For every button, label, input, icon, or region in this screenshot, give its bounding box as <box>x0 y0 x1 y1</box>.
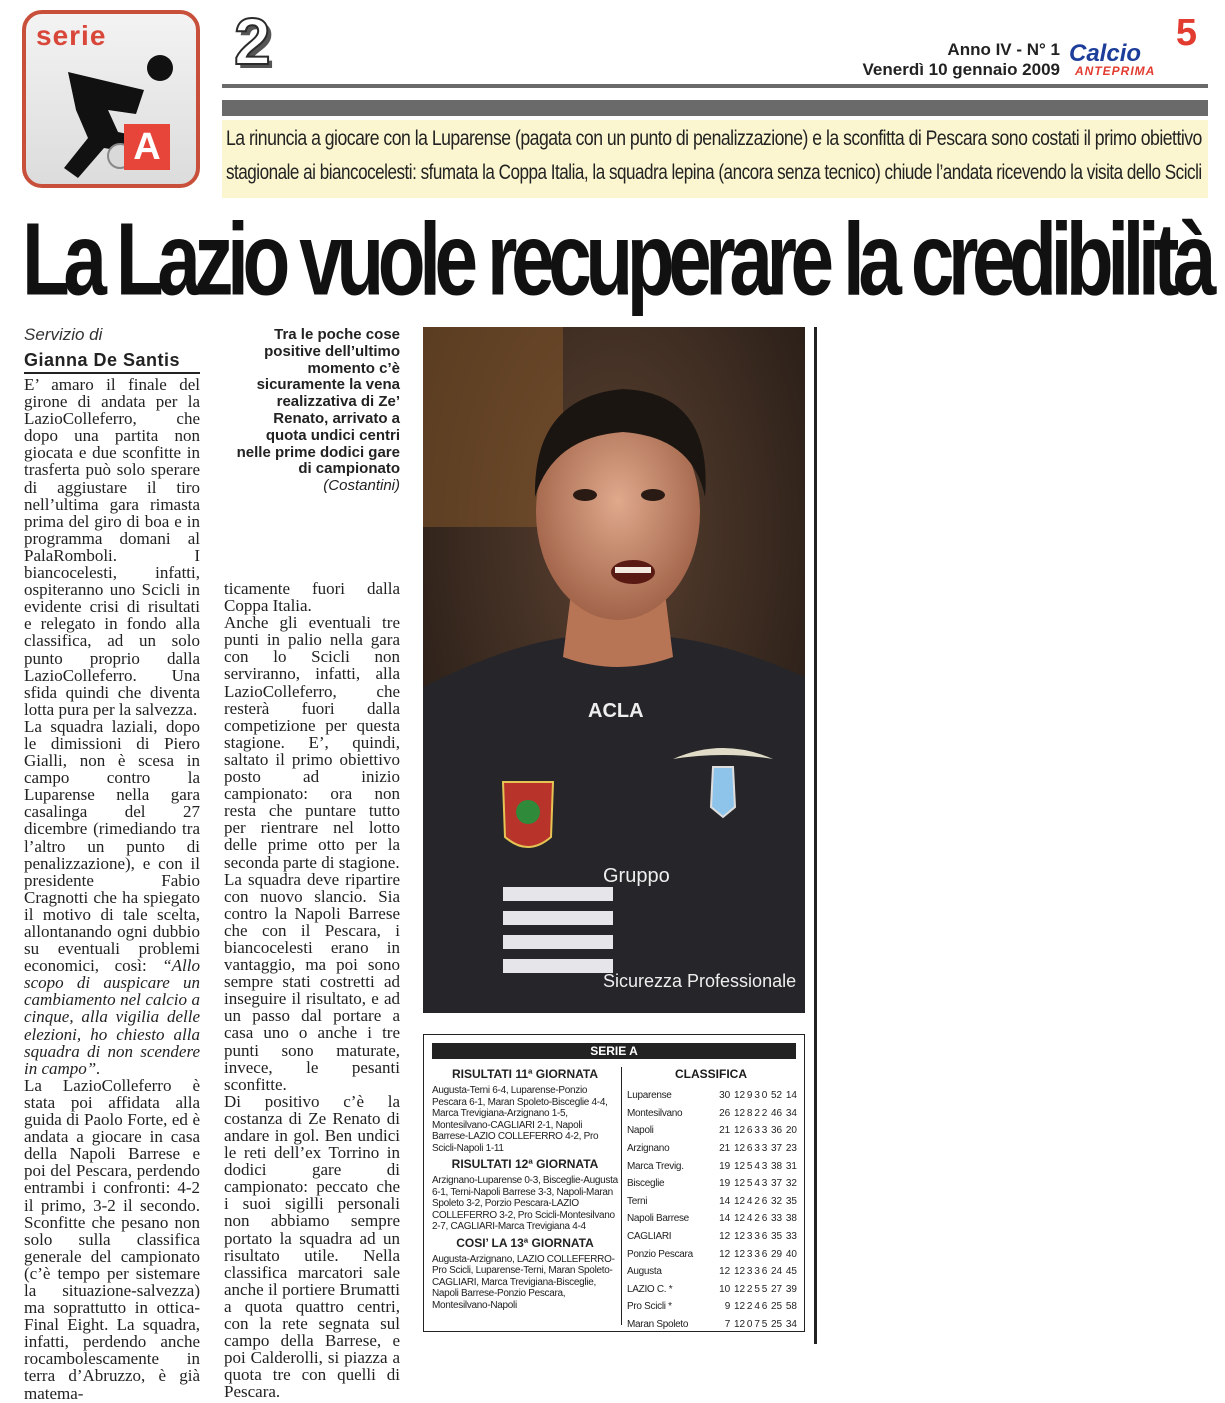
standings-value: 2 <box>754 1213 760 1225</box>
standings-row <box>625 1157 797 1175</box>
standings-value: 31 <box>785 1160 797 1172</box>
header-rule-thick <box>222 100 1208 116</box>
standings-value: 5 <box>746 1178 753 1190</box>
standings-value: 6 <box>746 1125 753 1137</box>
standings-row <box>625 1298 797 1316</box>
standings-value: 19 <box>719 1160 731 1172</box>
standings-value: 3 <box>754 1248 760 1260</box>
team-name: Montesilvano <box>627 1107 683 1119</box>
logo-serie-word: serie <box>36 20 107 51</box>
standings-value: 8 <box>746 1107 753 1119</box>
team-name: Napoli Barrese <box>627 1213 689 1225</box>
standings-value: 52 <box>771 1090 783 1102</box>
standings-value: 25 <box>771 1301 783 1313</box>
team-name: CAGLIARI <box>627 1231 672 1243</box>
standings-row <box>625 1087 797 1105</box>
standings-row <box>625 1105 797 1123</box>
standings-value: 6 <box>761 1213 768 1225</box>
team-name: Augusta <box>627 1266 662 1278</box>
standings-value: 12 <box>733 1319 746 1331</box>
summary-line-1: La rinuncia a giocare con la Luparense (pagata con un punto di penalizzazione) e la sconfitta di Pescara sono costati il primo obiettivo <box>226 127 1202 150</box>
standings-value: 12 <box>733 1195 746 1207</box>
standings-value: 24 <box>771 1266 783 1278</box>
standings-value: 3 <box>754 1090 760 1102</box>
standings-value: 29 <box>771 1248 783 1260</box>
team-name: Marca Trevig. <box>627 1160 684 1172</box>
standings-row <box>625 1175 797 1193</box>
standings-value: 12 <box>733 1125 746 1137</box>
standings-value: 3 <box>754 1143 760 1155</box>
stats-title: SERIE A <box>432 1043 796 1059</box>
paragraph: Di positivo c’è la costanza di Ze Renato di andare in gol. Ben undici le reti dell’ex Torrino in dodici gare di campionato: peccato che i suoi sigilli personali non abbiamo sempre portato la squadra ad un risultato utile. Nella classifica marcatori sale anche il portiere Brumatti a quota quattro centri, con la rete segnata sul campo della Barrese, e poi Calderolli, si piazza a quota tre con quelli di Pescara. <box>224 1091 400 1402</box>
paragraph: E’ amaro il finale del girone di andata per la LazioColleferro, che dopo una partita non giocata e due sconfitte in trasferta può solo sperare di aggiustare il tiro nell’ultima gara rimasta prima del giro di boa e in programma domani al PalaRomboli. I biancocelesti, infatti, ospiteranno uno Scicli in evidente crisi di risultati e relegato in fondo alla classifica, ad un solo punto proprio dalla LazioColleferro. Una sfida quindi che diventa lotta pura per la salvezza. <box>24 375 200 719</box>
standings-value: 3 <box>754 1266 760 1278</box>
team-name: Bisceglie <box>627 1178 665 1190</box>
byline-label: Servizio di <box>24 325 103 344</box>
standings-row <box>625 1193 797 1211</box>
photo-caption <box>230 327 400 495</box>
standings-value: 33 <box>771 1213 783 1225</box>
standings-row <box>625 1316 797 1334</box>
standings-value: 36 <box>771 1125 783 1137</box>
sponsor-line-1: Gruppo <box>603 865 670 887</box>
brand-calcio: Calcio <box>1069 40 1142 67</box>
results-12: Arzignano-Luparense 0-3, Bisceglie-Augusta 6-1, Terni-Napoli Barrese 3-3, Napoli-Maran Spoleto 3-2, Porzio Pescara-LAZIO COLLEFERRO 3-2, Pro Scicli-Montesilvano 2-7, CAGLIARI-Marca Trevigiana 4-4 <box>432 1175 618 1232</box>
standings-value: 6 <box>746 1143 753 1155</box>
standings-value: 2 <box>761 1107 768 1119</box>
standings-value: 33 <box>785 1231 797 1243</box>
standings-row <box>625 1281 797 1299</box>
serie-a-stats-box <box>423 1034 805 1332</box>
standings-value: 14 <box>785 1090 797 1102</box>
standings-value: 34 <box>785 1319 797 1331</box>
president-quote: “Allo scopo di auspicare un cambiamento nel calcio a cinque, alla vigilia delle elezioni, ho chiesto alla squadra di non scendere in campo”. <box>24 956 200 1078</box>
stats-divider <box>621 1067 622 1325</box>
standings-row <box>625 1263 797 1281</box>
standings-value: 12 <box>733 1143 746 1155</box>
standings-value: 4 <box>754 1301 760 1313</box>
standings-value: 12 <box>733 1213 746 1225</box>
standings-value: 6 <box>761 1248 768 1260</box>
standings-value: 3 <box>746 1248 753 1260</box>
standings-value: 12 <box>733 1283 746 1295</box>
byline-author: Gianna De Santis <box>24 350 181 370</box>
standings-value: 37 <box>771 1143 783 1155</box>
standings-value: 6 <box>761 1301 768 1313</box>
player-photo <box>423 327 805 1013</box>
paragraph <box>24 718 200 1077</box>
standings-value: 5 <box>761 1283 768 1295</box>
summary-line-2: stagionale ai biancocelesti: sfumata la Coppa Italia, la squadra lepina (ancora senza tecnico) chiude l’andata ricevendo la visita dello Scicli <box>226 161 1202 184</box>
standings-value: 12 <box>733 1090 746 1102</box>
paragraph-text: La squadra laziali, dopo le dimissioni di Piero Gialli, non è scesa in campo contro la Luparense nella gara casalinga del 27 dicembre (rimediando tra l’altro un punto di penalizzazione), e con il presidente Fabio Cragnotti che ha spiegato il motivo di tale scelta, allontanando ogni dubbio su eventuali problemi economici, così: <box>24 716 200 976</box>
team-name: Maran Spoleto <box>627 1319 689 1331</box>
standings-title: CLASSIFICA <box>675 1067 747 1081</box>
standings-value: 7 <box>754 1319 760 1331</box>
standings-value: 40 <box>785 1248 797 1260</box>
standings-value: 35 <box>771 1231 783 1243</box>
next-round-title: COSI’ LA 13ª GIORNATA <box>456 1235 594 1250</box>
next-round: Augusta-Arzignano, LAZIO COLLEFERRO-Pro Scicli, Luparense-Terni, Maran Spoleto-CAGLIARI, Marca Trevigiana-Bisceglie, Napoli Barrese-Ponzio Pescara, Montesilvano-Napoli <box>432 1253 615 1311</box>
header-rule-thin <box>222 84 1208 88</box>
headline: La Lazio vuole recuperare la credibilità <box>22 201 1211 317</box>
column-divider <box>814 327 817 1344</box>
team-name: Arzignano <box>627 1143 670 1155</box>
standings-value: 9 <box>746 1090 753 1102</box>
standings-value: 10 <box>719 1283 731 1295</box>
standings-row <box>625 1245 797 1263</box>
team-name: Napoli <box>627 1125 654 1137</box>
standings-value: 20 <box>785 1125 797 1137</box>
standings-row <box>625 1122 797 1140</box>
standings-value: 30 <box>719 1090 731 1102</box>
caption-text: Tra le poche cose positive dell’ultimo momento c’è sicuramente la vena realizzativa di Ze’ Renato, arrivato a quota undici centri nelle prime dodici gare di campionato <box>236 326 400 478</box>
standings-value: 0 <box>746 1319 753 1331</box>
standings-value: 46 <box>771 1107 783 1119</box>
team-name: LAZIO C. * <box>627 1283 673 1295</box>
standings-value: 21 <box>719 1125 731 1137</box>
standings-value: 58 <box>785 1301 797 1313</box>
sponsor-line-2: Sicurezza Professionale <box>603 971 797 991</box>
results-11: Augusta-Terni 6-4, Luparense-Ponzio Pescara 6-1, Maran Spoleto-Bisceglie 4-4, Marca Trevigiana-Arzignano 1-5, Montesilvano-CAGLIARI 2-1, Napoli Barrese-LAZIO COLLEFERRO 4-2, Pro Scicli-Napoli 1-11 <box>432 1085 608 1154</box>
standings-value: 3 <box>761 1160 768 1172</box>
standings-value: 4 <box>754 1160 760 1172</box>
standings-value: 14 <box>719 1213 731 1225</box>
standings-panel <box>625 1065 797 1333</box>
paragraph: Anche gli eventuali tre punti in palio nella gara con lo Scicli non serviranno, infatti, alla LazioColleferro, che resterà fuori dalla competizione per questa stagione. E’, quindi, saltato il primo obiettivo posto ad inizio campionato: ora non resta che puntare tutto per rientrare nel lotto delle prime otto per la seconda parte di stagione. <box>224 613 400 872</box>
standings-value: 6 <box>761 1195 768 1207</box>
standings-value: 3 <box>754 1231 760 1243</box>
standings-value: 39 <box>785 1283 797 1295</box>
standings-value: 19 <box>719 1178 731 1190</box>
team-name: Ponzio Pescara <box>627 1248 693 1260</box>
team-name: Terni <box>627 1195 648 1207</box>
standings-value: 25 <box>771 1319 783 1331</box>
standings-value: 9 <box>724 1301 731 1313</box>
results-12-title: RISULTATI 12ª GIORNATA <box>451 1157 599 1171</box>
standings-value: 38 <box>771 1160 783 1172</box>
standings-value: 3 <box>746 1231 753 1243</box>
date-line: Venerdì 10 gennaio 2009 <box>862 60 1060 79</box>
logo-letter-a: A <box>124 124 170 170</box>
standings-value: 5 <box>761 1319 768 1331</box>
standings-row <box>625 1140 797 1158</box>
standings-row <box>625 1228 797 1246</box>
standings-value: 45 <box>785 1266 797 1278</box>
standings-value: 12 <box>733 1266 746 1278</box>
standings-value: 12 <box>719 1248 731 1260</box>
standings-value: 4 <box>746 1195 753 1207</box>
standings-value: 3 <box>761 1178 768 1190</box>
standings-value: 3 <box>746 1266 753 1278</box>
standings-value: 12 <box>719 1266 731 1278</box>
standings-value: 7 <box>724 1319 731 1331</box>
results-11-title: RISULTATI 11ª GIORNATA <box>452 1067 598 1081</box>
standings-value: 37 <box>771 1178 783 1190</box>
standings-value: 12 <box>719 1231 731 1243</box>
brand-anteprima: ANTEPRIMA <box>1075 64 1156 78</box>
article-column-1 <box>24 376 200 1402</box>
standings-value: 35 <box>785 1195 797 1207</box>
standings-value: 5 <box>754 1283 760 1295</box>
page-number: 2 <box>234 4 271 78</box>
standings-value: 32 <box>785 1178 797 1190</box>
standings-value: 0 <box>761 1090 768 1102</box>
results-panel <box>432 1065 618 1314</box>
standings-value: 34 <box>785 1107 797 1119</box>
shirt-sponsor: ACLA <box>588 700 644 722</box>
standings-value: 3 <box>761 1125 768 1137</box>
team-name: Luparense <box>627 1090 672 1102</box>
standings-value: 6 <box>761 1231 768 1243</box>
standings-value: 23 <box>785 1143 797 1155</box>
standings-value: 2 <box>754 1195 760 1207</box>
standings-value: 32 <box>771 1195 783 1207</box>
standings-value: 4 <box>746 1213 753 1225</box>
team-name: Pro Scicli * <box>627 1301 672 1313</box>
paragraph: La squadra deve ripartire con nuovo slancio. Sia contro la Napoli Barrese che con il Pescara, i biancocelesti erano in vantaggio, ma poi sono sempre stati costretti ad inseguire il risultato, e ad un passo dal portare a casa uno o anche i tre punti sono maturate, invece, le pesanti sconfitte. <box>224 869 400 1094</box>
article-summary <box>222 120 1208 198</box>
paragraph: La LazioColleferro è stata poi affidata alla guida di Paolo Forte, ed è andata a giocare in casa della Napoli Barrese e poi del Pescara, perdendo entrambi i confronti: 4-2 il primo, 3-2 il secondo. Sconfitte che pesano non solo sulla classifica generale del campionato (c’è tempo per sistemare la situazione-salvezza) ma soprattutto in ottica-Final Eight. La squadra, infatti, perdendo anche rocambolescamente in terra d’Abruzzo, è già matema- <box>24 1075 200 1403</box>
standings-value: 4 <box>754 1178 760 1190</box>
standings-value: 12 <box>733 1248 746 1260</box>
standings-value: 12 <box>733 1231 746 1243</box>
standings-value: 2 <box>746 1283 753 1295</box>
standings-value: 21 <box>719 1143 731 1155</box>
serie-a-logo <box>22 10 200 188</box>
standings-value: 14 <box>719 1195 731 1207</box>
paragraph: ticamente fuori dalla Coppa Italia. <box>224 579 400 616</box>
byline-rule <box>24 372 200 374</box>
issue-info <box>863 40 1060 80</box>
standings-value: 12 <box>733 1160 746 1172</box>
standings-value: 12 <box>733 1107 746 1119</box>
caption-credit: (Costantini) <box>323 477 400 495</box>
standings-value: 12 <box>733 1301 746 1313</box>
standings-value: 5 <box>746 1160 753 1172</box>
standings-value: 3 <box>754 1125 760 1137</box>
standings-value: 26 <box>719 1107 731 1119</box>
standings-value: 2 <box>746 1301 753 1313</box>
standings-value: 12 <box>733 1178 746 1190</box>
standings-value: 2 <box>754 1107 760 1119</box>
standings-table <box>625 1087 797 1333</box>
standings-value: 3 <box>761 1143 768 1155</box>
standings-value: 6 <box>761 1266 768 1278</box>
issue-line: Anno IV - N° 1 <box>947 40 1060 59</box>
standings-value: 38 <box>785 1213 797 1225</box>
standings-value: 27 <box>771 1283 783 1295</box>
calcio-a-5-brand <box>1069 12 1201 78</box>
brand-five: 5 <box>1175 12 1197 54</box>
standings-row <box>625 1210 797 1228</box>
article-column-2 <box>224 580 400 1401</box>
